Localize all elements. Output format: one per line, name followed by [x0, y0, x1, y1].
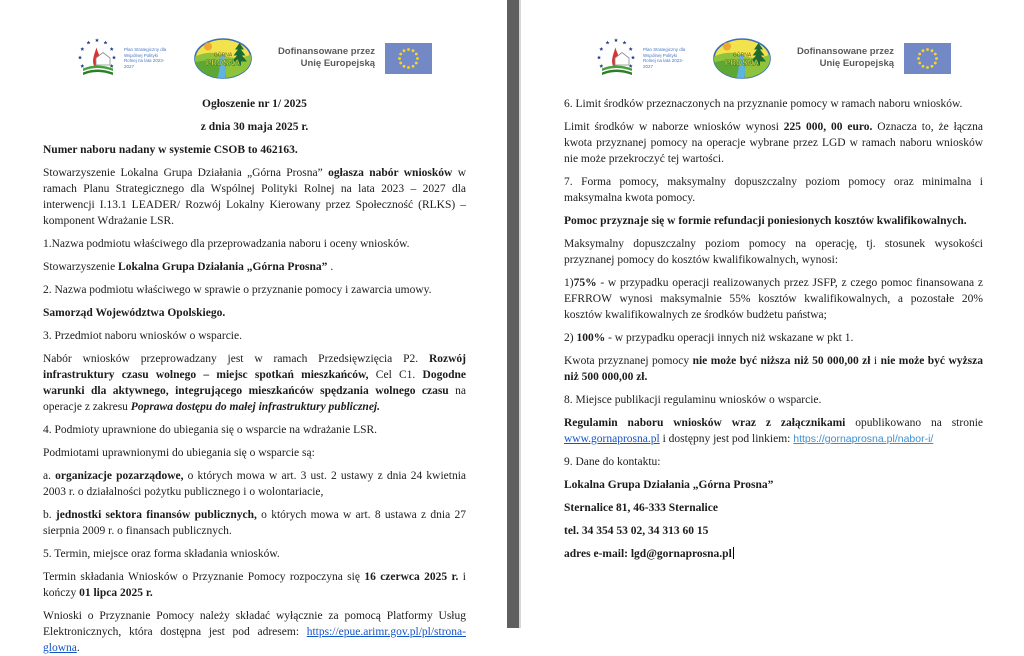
- text-segment: 1.Nazwa podmiotu właściwego dla przeprowadzania naboru i oceny wniosków.: [43, 238, 410, 250]
- text-cursor: [733, 547, 734, 559]
- text-segment: Oznacza to, że łączna kwota przyznanej pomocy na operacje wybrane przez LGD w ramach naboru wniosków nie może przekroczyć tej wartości.: [564, 121, 983, 165]
- text-segment: z dnia 30 maja 2025 r.: [200, 121, 309, 133]
- text-segment: 9. Dane do kontaktu:: [564, 456, 661, 468]
- page-divider: [507, 0, 521, 628]
- eu-funding-line2: Unię Europejską: [819, 58, 895, 69]
- page-1-header-logos: [0, 0, 507, 84]
- gorna-prosna-logo-text-bottom: PROSNA: [205, 58, 241, 67]
- text-segment: nie może być niższa niż 50 000,00 zł: [692, 355, 871, 367]
- text-segment: Lokalna Grupa Działania „Górna Prosna”: [564, 479, 774, 491]
- text-segment: Regulamin naboru wniosków wraz z załącznikami: [564, 417, 846, 429]
- section-7-amounts: [564, 353, 983, 385]
- text-segment: 1): [564, 277, 574, 289]
- page-2-header-logos: [521, 0, 1024, 84]
- text-segment: - w przypadku operacji realizowanych przez JSFP, z czego pomoc finansowana z EFRROW wynosi maksymalnie 55% kosztów kwalifikowalnych, a pozostałe 20% kosztów kwalifikowalnych ze środków budżetu państwa;: [564, 277, 983, 321]
- text-segment: na operacje z zakresu: [43, 385, 467, 413]
- eu-flag-icon: [904, 43, 951, 74]
- eu-flag-icon: [385, 43, 432, 74]
- hyperlink[interactable]: www.gornaprosna.pl: [564, 433, 660, 445]
- text-segment: w ramach Planu Strategicznego dla Wspólnej Polityki Rolnej na lata 2023 – 2027 dla interwencji I.13.1 LEADER/ Rozwój Lokalny Kierowany przez Społeczność (RLKS) – komponent Wdrażanie LSR.: [43, 167, 466, 227]
- cap-emblem-icon: [75, 37, 120, 80]
- section-7-form: [564, 213, 983, 229]
- text-segment: Podmiotami uprawnionymi do ubiegania się o wsparcie są:: [43, 447, 315, 459]
- page-1: [0, 0, 507, 654]
- contact-email: [564, 546, 983, 562]
- eu-funding-block: [278, 43, 432, 74]
- text-segment: b.: [43, 509, 56, 521]
- text-segment: 8. Miejsce publikacji regulaminu wniosków o wsparcie.: [564, 394, 822, 406]
- text-segment: Lokalna Grupa Działania „Górna Prosna”: [118, 261, 328, 273]
- text-segment: Stowarzyszenie Lokalna Grupa Działania „Górna Prosna”: [43, 167, 329, 179]
- text-segment: Sternalice 81, 46-333 Sternalice: [564, 502, 718, 514]
- section-5-platform: [43, 608, 466, 656]
- text-segment: opublikowano na stronie: [845, 417, 983, 429]
- text-segment: Stowarzyszenie: [43, 261, 119, 273]
- section-1-heading: [43, 236, 466, 252]
- section-7-heading: [564, 174, 983, 206]
- section-7-item-2: [564, 330, 983, 346]
- section-6-heading: [564, 96, 983, 112]
- cap-emblem-icon: [594, 37, 639, 80]
- cap-logo-caption: Plan Strategiczny dla Wspólnej Polityki Rolnej na lata 2023-2027: [642, 47, 686, 69]
- section-2-body: [43, 305, 466, 321]
- page-1-content: [0, 84, 507, 656]
- hyperlink[interactable]: https://epue.arimr.gov.pl/pl/strona-glowna: [43, 626, 466, 654]
- section-4-item-a: [43, 468, 466, 500]
- section-1-body: [43, 259, 466, 275]
- text-segment: adres e-mail: lgd@gornaprosna.pl: [564, 548, 732, 560]
- cap-strategic-plan-logo: [594, 37, 687, 80]
- text-segment: Kwota przyznanej pomocy: [564, 355, 693, 367]
- text-segment: Ogłoszenie nr 1/ 2025: [202, 98, 307, 110]
- document-title: [43, 96, 466, 112]
- text-segment: 7. Forma pomocy, maksymalny dopuszczalny poziom pomocy oraz minimalna i maksymalna kwota pomocy.: [564, 176, 983, 204]
- gorna-prosna-logo-text-top: GÓRNA: [213, 52, 233, 58]
- section-2-heading: [43, 282, 466, 298]
- eu-funding-line2: Unię Europejską: [300, 58, 376, 69]
- section-7-item-1: [564, 275, 983, 323]
- text-segment: i kończy: [43, 571, 466, 599]
- page-2: [521, 0, 1024, 628]
- text-segment: Rozwój infrastruktury czasu wolnego – miejsc spotkań mieszkańców,: [43, 353, 466, 381]
- text-segment: Poprawa dostępu do małej infrastruktury publicznej.: [130, 401, 380, 413]
- text-segment: Samorząd Województwa Opolskiego.: [43, 307, 226, 319]
- text-segment: ogłasza nabór wniosków: [328, 167, 453, 179]
- contact-name: [564, 477, 983, 493]
- text-segment: Dogodne warunki dla aktywnego, integrującego mieszkańców spędzania wolnego czasu: [43, 369, 466, 397]
- text-segment: 225 000, 00 euro.: [783, 121, 873, 133]
- hyperlink[interactable]: https://gornaprosna.pl/nabor-i/: [793, 433, 934, 445]
- text-segment: 4. Podmioty uprawnione do ubiegania się o wsparcie na wdrażanie LSR.: [43, 424, 378, 436]
- text-segment: Limit środków w naborze wniosków wynosi: [564, 121, 784, 133]
- text-segment: 16 czerwca 2025 r.: [364, 571, 459, 583]
- text-segment: 6. Limit środków przeznaczonych na przyznanie pomocy w ramach naboru wniosków.: [564, 98, 963, 110]
- text-segment: .: [327, 261, 334, 273]
- section-8-heading: [564, 392, 983, 408]
- text-segment: a.: [43, 470, 56, 482]
- section-9-heading: [564, 454, 983, 470]
- gorna-prosna-logo-text-top: GÓRNA: [732, 52, 752, 58]
- text-segment: 2. Nazwa podmiotu właściwego w sprawie o przyznanie pomocy i zawarcia umowy.: [43, 284, 432, 296]
- contact-address: [564, 500, 983, 516]
- document-date: [43, 119, 466, 135]
- page-2-content: [521, 84, 1024, 562]
- text-segment: Cel C1.: [368, 369, 423, 381]
- text-segment: i: [870, 355, 881, 367]
- text-segment: 100%: [576, 332, 606, 344]
- gorna-prosna-logo: [192, 36, 254, 81]
- section-3-body: [43, 351, 466, 415]
- section-4-item-b: [43, 507, 466, 539]
- text-segment: .: [76, 642, 80, 654]
- text-segment: Maksymalny dopuszczalny poziom pomocy na operację, tj. stosunek wysokości przyznanej pomocy do kosztów kwalifikowalnych, wynosi:: [564, 238, 983, 266]
- text-segment: Wnioski o Przyznanie Pomocy należy składać wyłącznie za pomocą Platformy Usług Elektronicznych, która dostępna jest pod adresem:: [43, 610, 466, 638]
- eu-funding-line1: Dofinansowane przez: [796, 46, 895, 57]
- text-segment: 2): [564, 332, 577, 344]
- eu-funding-line1: Dofinansowane przez: [277, 46, 376, 57]
- text-segment: i dostępny jest pod linkiem:: [659, 433, 794, 445]
- text-segment: 75%: [573, 277, 597, 289]
- section-3-heading: [43, 328, 466, 344]
- text-segment: o których mowa w art. 8 ustawa z dnia 27 sierpnia 2009 r. o finansach publicznych.: [43, 509, 466, 537]
- section-4-heading: [43, 422, 466, 438]
- csob-number: [43, 142, 466, 158]
- gorna-prosna-logo: [711, 36, 773, 81]
- text-segment: 3. Przedmiot naboru wniosków o wsparcie.: [43, 330, 242, 342]
- text-segment: jednostki sektora finansów publicznych,: [55, 509, 257, 521]
- eu-funding-text: [278, 46, 375, 70]
- section-8-body: [564, 415, 983, 447]
- text-segment: - w przypadku operacji innych niż wskazane w pkt 1.: [605, 332, 854, 344]
- text-segment: Nabór wniosków przeprowadzany jest w ramach Przedsięwzięcia P2.: [43, 353, 429, 365]
- text-segment: 01 lipca 2025 r.: [79, 587, 153, 599]
- cap-logo-caption: Plan Strategiczny dla Wspólnej Polityki Rolnej na lata 2023-2027: [123, 47, 167, 69]
- text-segment: Numer naboru nadany w systemie CSOB to 462163.: [43, 144, 298, 156]
- text-segment: tel. 34 354 53 02, 34 313 60 15: [564, 525, 709, 537]
- contact-phone: [564, 523, 983, 539]
- text-segment: Pomoc przyznaje się w formie refundacji poniesionych kosztów kwalifikowalnych.: [564, 215, 967, 227]
- section-4-intro: [43, 445, 466, 461]
- text-segment: o których mowa w art. 3 ust. 2 ustawy z dnia 24 kwietnia 2003 r. o działalności pożytku publicznego i o wolontariacie,: [43, 470, 466, 498]
- cap-strategic-plan-logo: [75, 37, 168, 80]
- eu-funding-text: [797, 46, 894, 70]
- section-5-heading: [43, 546, 466, 562]
- text-segment: nie może być wyższa niż 500 000,00 zł.: [564, 355, 983, 383]
- section-6-body: [564, 119, 983, 167]
- gorna-prosna-logo-text-bottom: PROSNA: [724, 58, 760, 67]
- section-7-level-intro: [564, 236, 983, 268]
- text-segment: 5. Termin, miejsce oraz forma składania wniosków.: [43, 548, 280, 560]
- intro-paragraph: [43, 165, 466, 229]
- text-segment: Termin składania Wniosków o Przyznanie Pomocy rozpoczyna się: [43, 571, 365, 583]
- eu-funding-block: [797, 43, 951, 74]
- section-5-term: [43, 569, 466, 601]
- text-segment: organizacje pozarządowe,: [55, 470, 184, 482]
